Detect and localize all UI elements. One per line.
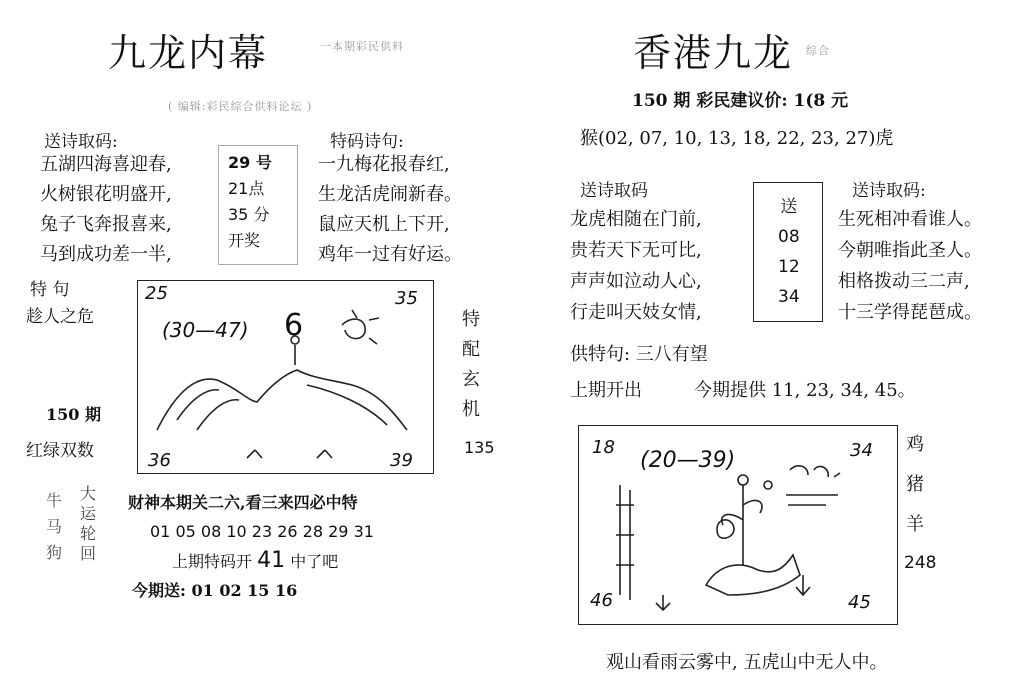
fortune-wheel-char: 运 <box>80 504 97 523</box>
today-send-line: 今期送: 01 02 15 16 <box>132 581 298 600</box>
te-ju-head: 特 句 <box>30 280 70 300</box>
right-poem-line: 贵若天下无可比, <box>570 240 702 261</box>
draw-minute: 35 分 <box>228 205 270 224</box>
side-animal: 猪 <box>906 474 924 495</box>
sketch-corner-bl: 46 <box>590 590 613 611</box>
right-poem-line: 龙虎相随在门前, <box>570 209 702 230</box>
draw-date: 29 号 <box>228 153 272 172</box>
special-poem-head: 特码诗句: <box>330 132 404 152</box>
fortune-wheel-char: 回 <box>80 544 97 563</box>
send-number: 08 <box>778 227 800 247</box>
sketch-big-number: 6 <box>284 308 304 343</box>
side-animal: 羊 <box>906 514 924 535</box>
right-poem-line: 声声如泣动人心, <box>570 271 702 292</box>
fortune-wheel-char: 轮 <box>80 524 97 543</box>
side-animal: 马 <box>46 517 63 536</box>
left-poem-line: 兔子飞奔报喜来, <box>40 214 172 235</box>
sketch-corner-tl: 25 <box>145 283 168 304</box>
sketch-corner-bl: 36 <box>148 450 171 471</box>
last-out-label: 上期开出 <box>570 380 642 401</box>
numbers-row: 01 05 08 10 23 26 28 29 31 <box>150 522 374 541</box>
right-poem-head: 送诗取码 <box>580 181 648 201</box>
left-title: 九龙内幕 <box>108 31 269 75</box>
draw-label: 开奖 <box>228 231 261 250</box>
last-special-post: 中了吧 <box>290 552 339 571</box>
right-poem2-head: 送诗取码: <box>852 181 926 201</box>
fortune-wheel-char: 大 <box>80 484 97 503</box>
draw-time-text <box>228 150 272 254</box>
right-poem-block <box>570 204 702 328</box>
te-pei-char: 配 <box>462 339 480 360</box>
right-poem2-line: 生死相冲看谁人。 <box>838 209 982 230</box>
number-248: 248 <box>904 553 937 573</box>
te-pei-char: 特 <box>462 309 480 330</box>
send-number: 12 <box>778 257 800 277</box>
te-pei-xuan-ji <box>462 305 480 425</box>
special-poem-line: 生龙活虎闹新春。 <box>318 184 462 205</box>
sketch-corner-tr: 34 <box>850 440 873 461</box>
right-poem2-line: 今朝唯指此圣人。 <box>838 240 982 261</box>
left-poem-line: 五湖四海喜迎春, <box>40 154 172 175</box>
left-faint-subtitle: 一本期彩民供料 <box>320 40 404 53</box>
left-poem-head: 送诗取码: <box>44 132 118 152</box>
left-period: 150 期 <box>46 405 101 424</box>
last-special-line <box>172 548 338 573</box>
sketch-corner-tr: 35 <box>395 288 418 309</box>
special-poem-line: 一九梅花报春红, <box>318 154 450 175</box>
last-special-pre: 上期特码开 <box>172 552 253 571</box>
send-number: 34 <box>778 287 800 307</box>
last-special-number: 41 <box>257 548 286 573</box>
te-pei-char: 玄 <box>462 369 480 390</box>
side-animals-left <box>46 488 62 566</box>
today-give-line: 今期提供 11, 23, 34, 45。 <box>694 380 916 401</box>
caishen-line: 财神本期关二六,看三来四必中特 <box>128 493 358 512</box>
left-poem-line: 火树银花明盛开, <box>40 184 172 205</box>
right-poem2-line: 相格拨动三二声, <box>838 271 970 292</box>
right-poem2-line: 十三学得琵琶成。 <box>838 302 982 323</box>
right-title-faint: 综合 <box>806 44 830 57</box>
send-box-text <box>778 192 800 312</box>
send-label: 送 <box>780 197 798 217</box>
sketch-range: (30—47) <box>162 318 249 342</box>
monkey-tiger-line: 猴(02, 07, 10, 13, 18, 22, 23, 27)虎 <box>580 128 894 149</box>
price-line: 150 期 彩民建议价: 1(8 元 <box>632 91 849 111</box>
draw-hour: 21点 <box>228 179 265 198</box>
number-135: 135 <box>464 438 495 457</box>
special-poem-line: 鼠应天机上下开, <box>318 214 450 235</box>
sketch-corner-tl: 18 <box>592 437 615 458</box>
right-poem2-block <box>838 204 982 328</box>
right-poem-line: 行走叫天妓女情, <box>570 302 702 323</box>
bottom-poem: 观山看雨云雾中, 五虎山中无人中。 <box>606 652 888 673</box>
left-poem-block <box>40 150 172 270</box>
te-ju-text: 趁人之危 <box>26 307 94 327</box>
side-animal: 鸡 <box>906 434 924 455</box>
left-faint-line: ( 编辑:彩民综合供料论坛 ) <box>168 100 313 113</box>
special-poem-line: 鸡年一过有好运。 <box>318 244 462 265</box>
flower-drawing <box>578 425 896 623</box>
te-pei-char: 机 <box>462 399 480 420</box>
right-title: 香港九龙 <box>633 31 794 75</box>
sketch-corner-br: 39 <box>390 450 413 471</box>
special-poem-block <box>318 150 462 270</box>
sketch-range: (20—39) <box>640 448 736 473</box>
gong-te-ju: 供特句: 三八有望 <box>570 344 708 365</box>
side-animals-right <box>906 425 924 545</box>
side-animal: 狗 <box>46 543 63 562</box>
fortune-wheel-chars <box>80 484 96 564</box>
left-poem-line: 马到成功差一半, <box>40 244 172 265</box>
mountain-drawing <box>137 280 432 472</box>
red-green-double: 红绿双数 <box>26 441 94 461</box>
sketch-corner-br: 45 <box>848 592 871 613</box>
side-animal: 牛 <box>46 491 63 510</box>
